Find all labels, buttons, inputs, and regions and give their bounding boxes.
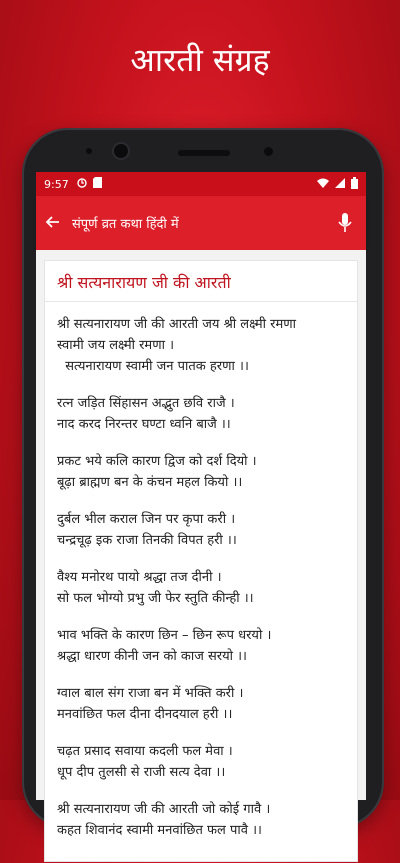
mic-icon[interactable]: [334, 210, 356, 236]
earpiece-speaker: [178, 150, 230, 156]
battery-icon: [351, 177, 358, 192]
phone-screen: [36, 172, 366, 838]
arrow-left-icon[interactable]: [46, 214, 72, 233]
verse-line: रत्न जड़ित सिंहासन अद्भुत छवि राजै ।: [57, 396, 235, 411]
wifi-icon: [317, 178, 329, 191]
proximity-sensor: [264, 147, 273, 156]
notification-icon: [77, 178, 87, 191]
verse-line: प्रकट भये कलि कारण द्विज को दर्श दियो ।: [57, 454, 257, 469]
status-right: [317, 177, 358, 192]
verse: [57, 741, 345, 783]
status-bar: [36, 172, 366, 196]
app-bar-title: संपूर्ण व्रत कथा हिंदी में: [72, 217, 179, 232]
aarti-verses: [45, 302, 357, 863]
verse: [57, 567, 345, 609]
verse-line: सत्यनारायण स्वामी जन पातक हरणा ।।: [57, 359, 249, 374]
aarti-card-header: [45, 261, 357, 302]
verse-line: ग्वाल बाल संग राजा बन में भक्ति करी ।: [57, 686, 244, 701]
verse: [57, 799, 345, 841]
verse: [57, 683, 345, 725]
verse-line: चन्द्रचूढ़ इक राजा तिनकी विपत हरी ।।: [57, 533, 237, 548]
verse: [57, 509, 345, 551]
verse-line: भाव भक्ति के कारण छिन – छिन रूप धरयो ।: [57, 628, 272, 643]
verse-line: दुर्बल भील कराल जिन पर कृपा करी ।: [57, 512, 236, 527]
verse-line: स्वामी जय लक्ष्मी रमणा ।: [57, 338, 175, 353]
verse-line: वैश्य मनोरथ पायो श्रद्धा तज दीनी ।: [57, 570, 222, 585]
verse-line: नाद करद निरन्तर घण्टा ध्वनि बाजै ।।: [57, 417, 231, 432]
promo-title: आरती संग्रह: [130, 41, 270, 79]
sd-card-icon: [93, 177, 102, 191]
verse-line: श्री सत्यनारायण जी की आरती जय श्री लक्ष्मी रमणा: [57, 317, 297, 332]
verse-line: श्रद्धा धारण कीनी जन को काज सरयो ।।: [57, 649, 247, 664]
verse-line: कहत शिवानंद स्वामी मनवांछित फल पावै ।।: [57, 823, 262, 838]
verse: [57, 625, 345, 667]
verse-line: श्री सत्यनारायण जी की आरती जो कोई गावै ।: [57, 802, 271, 817]
content-area: [36, 250, 366, 838]
verse: [57, 451, 345, 493]
sensor: [86, 148, 92, 154]
app-bar: [36, 196, 366, 250]
front-camera: [114, 144, 128, 158]
verse-line: बूढ़ा ब्राह्मण बन के कंचन महल कियो ।।: [57, 475, 243, 490]
verse-line: धूप दीप तुलसी से राजी सत्य देवा ।।: [57, 765, 226, 780]
verse-line: सो फल भोग्यो प्रभु जी फेर स्तुति कीन्ही ।।: [57, 591, 254, 606]
aarti-card: [44, 260, 358, 862]
aarti-title: श्री सत्यनारायण जी की आरती: [57, 273, 231, 292]
verse-line: मनवांछित फल दीना दीनदयाल हरी ।।: [57, 707, 233, 722]
signal-icon: [335, 178, 345, 191]
verse: [57, 393, 345, 435]
verse: [57, 314, 345, 377]
status-time: 9:57: [44, 177, 69, 191]
verse-line: चढ़त प्रसाद सवाया कदली फल मेवा ।: [57, 744, 233, 759]
